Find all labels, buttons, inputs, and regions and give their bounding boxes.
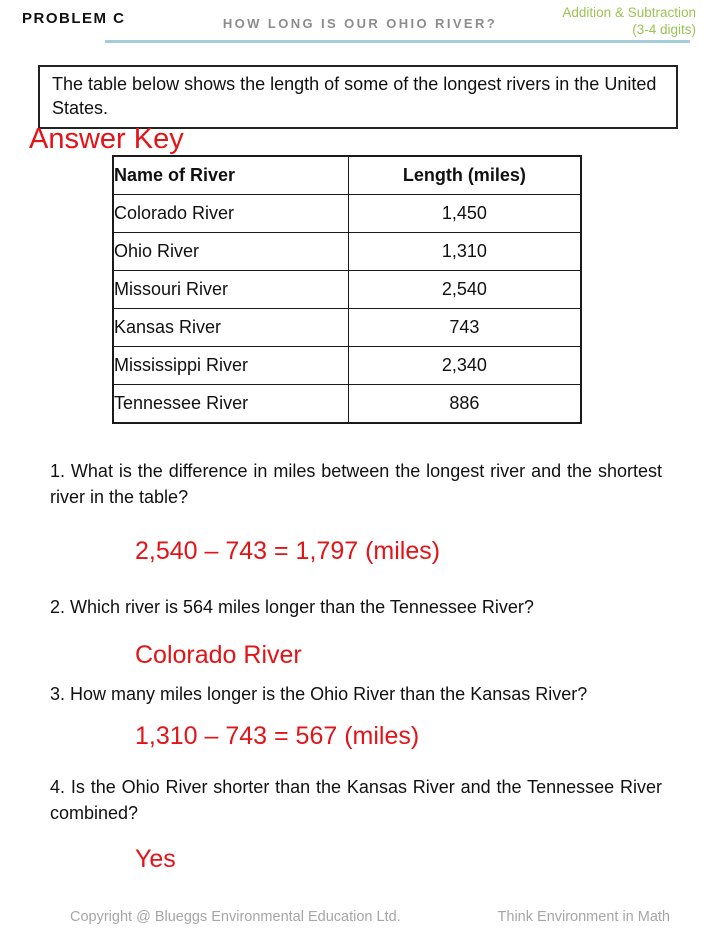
footer-copyright: Copyright @ Blueggs Environmental Education Ltd. bbox=[70, 909, 401, 925]
answer-3: 1,310 – 743 = 567 (miles) bbox=[135, 722, 420, 750]
question-3: 3. How many miles longer is the Ohio River than the Kansas River? bbox=[50, 684, 588, 704]
river-name: Colorado River bbox=[113, 195, 348, 233]
river-length: 886 bbox=[348, 385, 581, 424]
table-header-row bbox=[113, 156, 581, 195]
topic-line-1: Addition & Subtraction bbox=[562, 5, 696, 20]
table-row bbox=[113, 233, 581, 271]
column-header-length: Length (miles) bbox=[348, 156, 581, 195]
question-2: 2. Which river is 564 miles longer than the Tennessee River? bbox=[50, 597, 534, 617]
topic-label bbox=[562, 4, 696, 38]
answer-2: Colorado River bbox=[135, 641, 302, 669]
river-name: Mississippi River bbox=[113, 347, 348, 385]
table-row bbox=[113, 271, 581, 309]
answer-key-label: Answer Key bbox=[29, 123, 184, 155]
answer-4: Yes bbox=[135, 845, 176, 873]
table-row bbox=[113, 347, 581, 385]
header-rule bbox=[105, 40, 690, 43]
river-name: Missouri River bbox=[113, 271, 348, 309]
river-name: Ohio River bbox=[113, 233, 348, 271]
problem-label: PROBLEM C bbox=[22, 10, 126, 27]
river-length-table bbox=[112, 155, 582, 424]
question-4: 4. Is the Ohio River shorter than the Kansas River and the Tennessee River combined? bbox=[50, 777, 662, 823]
river-name: Kansas River bbox=[113, 309, 348, 347]
column-header-name: Name of River bbox=[113, 156, 348, 195]
answer-1: 2,540 – 743 = 1,797 (miles) bbox=[135, 537, 441, 565]
river-length: 1,450 bbox=[348, 195, 581, 233]
river-length: 2,340 bbox=[348, 347, 581, 385]
page-title: HOW LONG IS OUR OHIO RIVER? bbox=[222, 16, 498, 31]
river-length: 1,310 bbox=[348, 233, 581, 271]
footer-slogan: Think Environment in Math bbox=[497, 909, 670, 925]
footer bbox=[70, 909, 670, 925]
table-row bbox=[113, 385, 581, 424]
river-length: 2,540 bbox=[348, 271, 581, 309]
question-1: 1. What is the difference in miles between the longest river and the shortest river in the table? bbox=[50, 461, 662, 507]
river-name: Tennessee River bbox=[113, 385, 348, 424]
topic-line-2: (3-4 digits) bbox=[632, 22, 696, 37]
table-row bbox=[113, 309, 581, 347]
intro-text-box: The table below shows the length of some of the longest rivers in the United States. bbox=[38, 65, 678, 129]
table-row bbox=[113, 195, 581, 233]
river-length: 743 bbox=[348, 309, 581, 347]
